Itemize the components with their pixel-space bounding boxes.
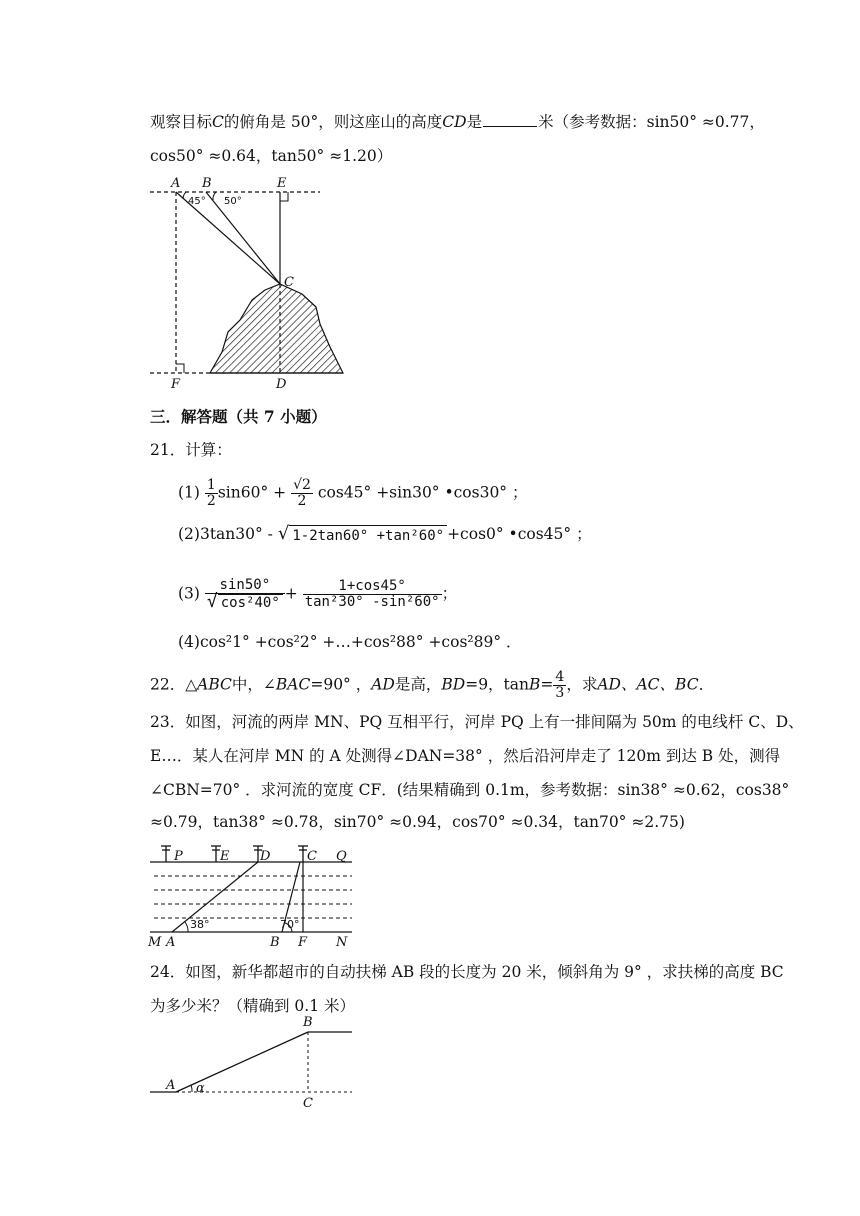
q20-line-2: cos50° ≈0.64，tan50° ≈1.20） — [150, 147, 393, 165]
q24-line-2: 为多少米？（精确到 0.1 米） — [150, 997, 356, 1015]
svg-text:α: α — [196, 1081, 205, 1096]
svg-text:E: E — [277, 176, 287, 191]
fraction-four-thirds: $\frac{4}{3}$ — [555, 669, 565, 701]
q24-line-1: 24．如图，新华都超市的自动扶梯 AB 段的长度为 20 米，倾斜角为 9° ，求扶梯的高度 BC — [150, 963, 784, 981]
fraction-sin50: $\frac{\sin 50^\circ}{\text{√ cos²40°}}$ — [205, 578, 285, 611]
q23-line-2: E…．某人在河岸 MN 的 A 处测得∠DAN=38° ，然后沿河岸走了 120m 到达 B 处，测得 — [150, 747, 781, 765]
svg-text:50°: 50° — [224, 196, 242, 207]
q21-part-1: (1) $\frac{1}{2}$ sin60° + $\frac{√2}{2}$ cos45° +sin30° •cos30° ； — [178, 477, 528, 509]
svg-text:E: E — [220, 849, 230, 864]
svg-text:B: B — [303, 1015, 313, 1030]
svg-text:B: B — [202, 176, 212, 191]
q21-part-2: (2)3tan30° - √ 1-2tan60° +tan²60° +cos0° •cos45° ； — [178, 523, 592, 544]
svg-text:D: D — [260, 849, 271, 864]
svg-text:C: C — [307, 849, 317, 864]
q20-line-1: 观察目标C的俯角是 50°，则这座山的高度CD是 米（参考数据：sin50° ≈0.77， — [150, 113, 765, 131]
q23-line-4: ≈0.79，tan38° ≈0.78，sin70° ≈0.94，cos70° ≈0.34，tan70° ≈2.75) — [150, 813, 685, 831]
svg-text:B: B — [270, 935, 280, 950]
svg-text:F: F — [298, 935, 308, 950]
svg-text:C: C — [303, 1096, 313, 1111]
svg-text:F: F — [171, 377, 181, 392]
answer-blank — [483, 112, 537, 127]
fraction-sqrt2-over-2: $\frac{√2}{2}$ — [293, 477, 311, 509]
svg-text:N: N — [336, 935, 348, 950]
svg-text:45°: 45° — [188, 196, 206, 207]
section-title: 三．解答题（共 7 小题） — [150, 407, 327, 426]
svg-text:M: M — [148, 935, 162, 950]
svg-text:38°: 38° — [190, 918, 210, 931]
mountain-figure — [140, 172, 360, 392]
river-figure — [146, 838, 356, 948]
svg-text:A: A — [166, 935, 176, 950]
q23-line-3: ∠CBN=70° ．求河流的宽度 CF．(结果精确到 0.1m，参考数据：sin38° ≈0.62，cos38° — [150, 781, 790, 799]
svg-text:A: A — [171, 176, 181, 191]
q21-part-4: (4)cos²1° +cos²2° +…+cos²88° +cos²89° ． — [178, 633, 522, 651]
fraction-cos45: $\frac{1+\cos 45^\circ}{\text{tan²30° -sin²60°}}$ — [304, 578, 440, 610]
svg-text:D: D — [276, 377, 287, 392]
svg-text:70°: 70° — [280, 918, 300, 931]
svg-text:Q: Q — [336, 849, 347, 864]
q22-line: 22．△ABC中，∠BAC=90° ，AD是高，BD=9，tanB= $\frac{4}{3}$ ，求AD、AC、BC． — [150, 669, 715, 701]
svg-text:C: C — [284, 275, 294, 290]
q23-line-1: 23．如图，河流的两岸 MN、PQ 互相平行，河岸 PQ 上有一排间隔为 50m 的电线杆 C、D、 — [150, 713, 804, 731]
q21-part-3: (3) $\frac{\sin 50^\circ}{\text{√ cos²40°}}$ + $\frac{1+\cos 45^\circ}{\text{tan²30° -sin²60°}}$ ； — [178, 577, 458, 612]
escalator-figure — [146, 1012, 356, 1112]
svg-text:A: A — [166, 1078, 176, 1093]
svg-text:P: P — [174, 849, 183, 864]
q21-heading: 21．计算： — [150, 441, 232, 459]
fraction-half: $\frac{1}{2}$ — [206, 477, 216, 509]
radical-expression: 1-2tan60° +tan²60° — [289, 525, 447, 546]
